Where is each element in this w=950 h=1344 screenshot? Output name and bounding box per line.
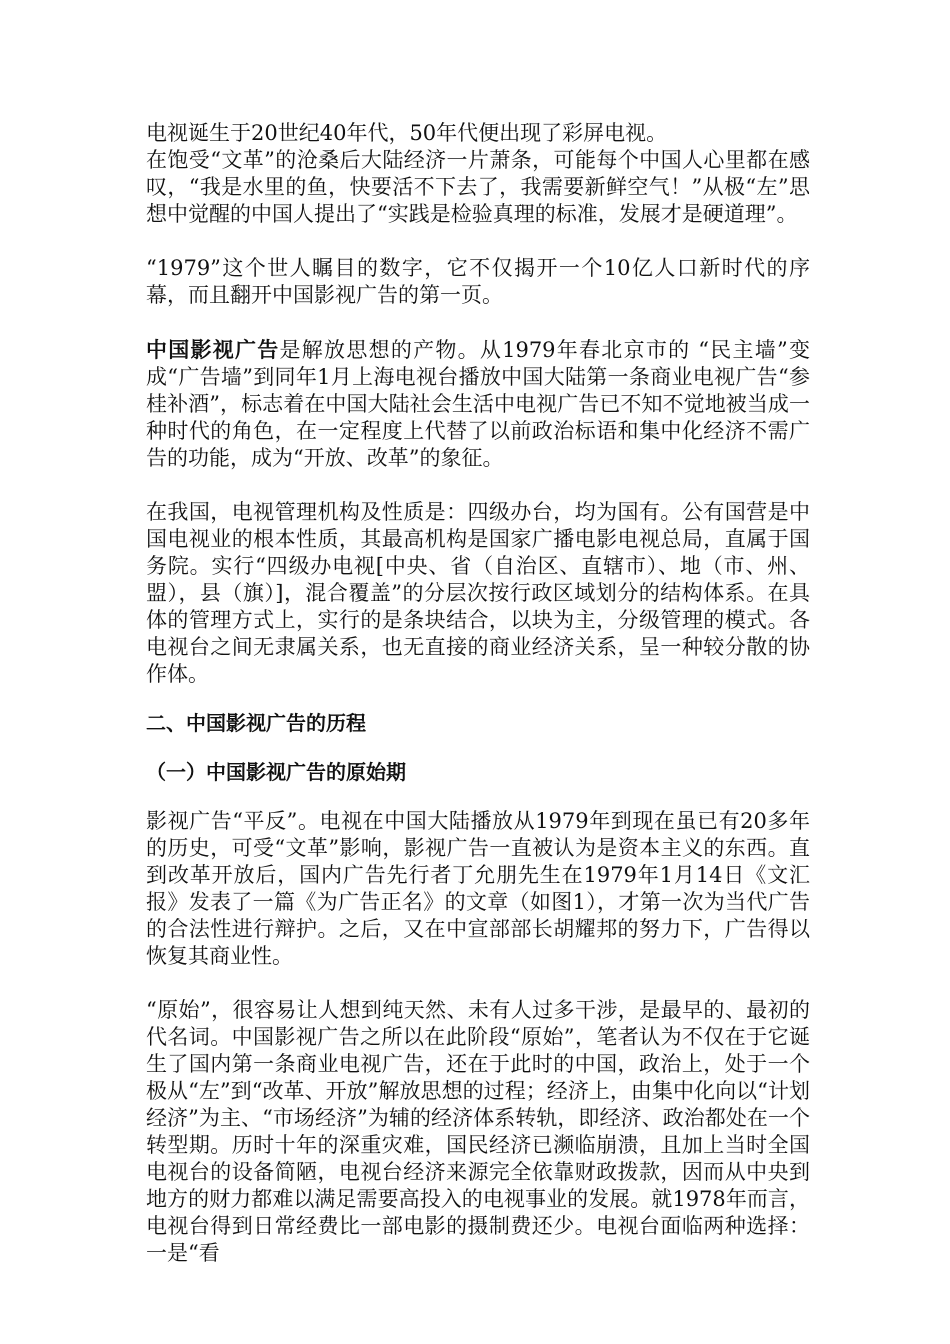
paragraph-1979: “1979”这个世人瞩目的数字，它不仅揭开一个10亿人口新时代的序幕，而且翻开中国影视广告的第一页。 [146, 256, 810, 307]
section-heading: 二、中国影视广告的历程 [146, 711, 366, 735]
paragraph-spacer [146, 970, 810, 997]
paragraph-primitive: “原始”，很容易让人想到纯天然、未有人过多干涉，是最早的、最初的代名词。中国影视广告之所以在此阶段“原始”，笔者认为不仅在于它诞生了国内第一条商业电视广告，还在于此时的中国，政治上，处于一个极从“左”到“改革、开放”解放思想的过程；经济上，由集中化向以“计划经济”为主、“市场经济”为辅的经济体系转轨，即经济、政治都处在一个转型期。历时十年的深重灾难，国民经济已濒临崩溃，且加上当时全国电视台的设备简陋，电视台经济来源完全依靠财政拨款，因而从中央到地方的财力都难以满足需要高投入的电视事业的发展。就1978年而言，电视台得到日常经费比一部电影的摄制费还少。电视台面临两种选择：一是“看 [146, 998, 810, 1265]
paragraph-liberation [146, 336, 810, 472]
paragraph-spacer [146, 688, 810, 710]
paragraph-rehabilitation: 影视广告“平反”。电视在中国大陆播放从1979年到现在虽已有20多年的历史，可受“文革”影响，影视广告一直被认为是资本主义的东西。直到改革开放后，国内广告先行者丁允朋先生在1979年1月14日《文汇报》发表了一篇《为广告正名》的文章（如图1），才第一次为当代广告的合法性进行辩护。之后，又在中宣部部长胡耀邦的努力下，广告得以恢复其商业性。 [146, 809, 810, 968]
subsection-heading: （一）中国影视广告的原始期 [146, 760, 406, 784]
paragraph-spacer [146, 472, 810, 499]
paragraph-spacer [146, 228, 810, 255]
document-page [146, 120, 810, 1267]
paragraph-tv-birth: 电视诞生于20世纪40年代，50年代便出现了彩屏电视。 [146, 121, 668, 145]
bold-term: 中国影视广告 [146, 337, 280, 362]
paragraph-tv-management: 在我国，电视管理机构及性质是：四级办台，均为国有。公有国营是中国电视业的根本性质，其最高机构是国家广播电影电视总局，直属于国务院。实行“四级办电视[中央、省（自治区、直辖市）、地（市、州、盟），县（旗）]，混合覆盖”的分层次按行政区域划分的结构体系。在具体的管理方式上，实行的是条块结合，以块为主，分级管理的模式。各电视台之间无隶属关系，也无直接的商业经济关系，呈一种较分散的协作体。 [146, 500, 810, 686]
paragraph-spacer [146, 737, 810, 759]
paragraph-spacer [146, 309, 810, 336]
paragraph-liberation-text: 是解放思想的产物。从1979年春北京市的 “民主墙”变成“广告墙”到同年1月上海电视台播放中国大陆第一条商业电视广告“参桂补酒”，标志着在中国大陆社会生活中电视广告已不知不觉地被当成一种时代的角色，在一定程度上代替了以前政治标语和集中化经济不需广告的功能，成为“开放、改革”的象征。 [146, 338, 811, 470]
paragraph-reform-awakening: 在饱受“文革”的沧桑后大陆经济一片萧条，可能每个中国人心里都在感叹，“我是水里的鱼，快要活不下去了，我需要新鲜空气！”从极“左”思想中觉醒的中国人提出了“实践是检验真理的标准，发展才是硬道理”。 [146, 148, 810, 226]
paragraph-spacer [146, 786, 810, 808]
